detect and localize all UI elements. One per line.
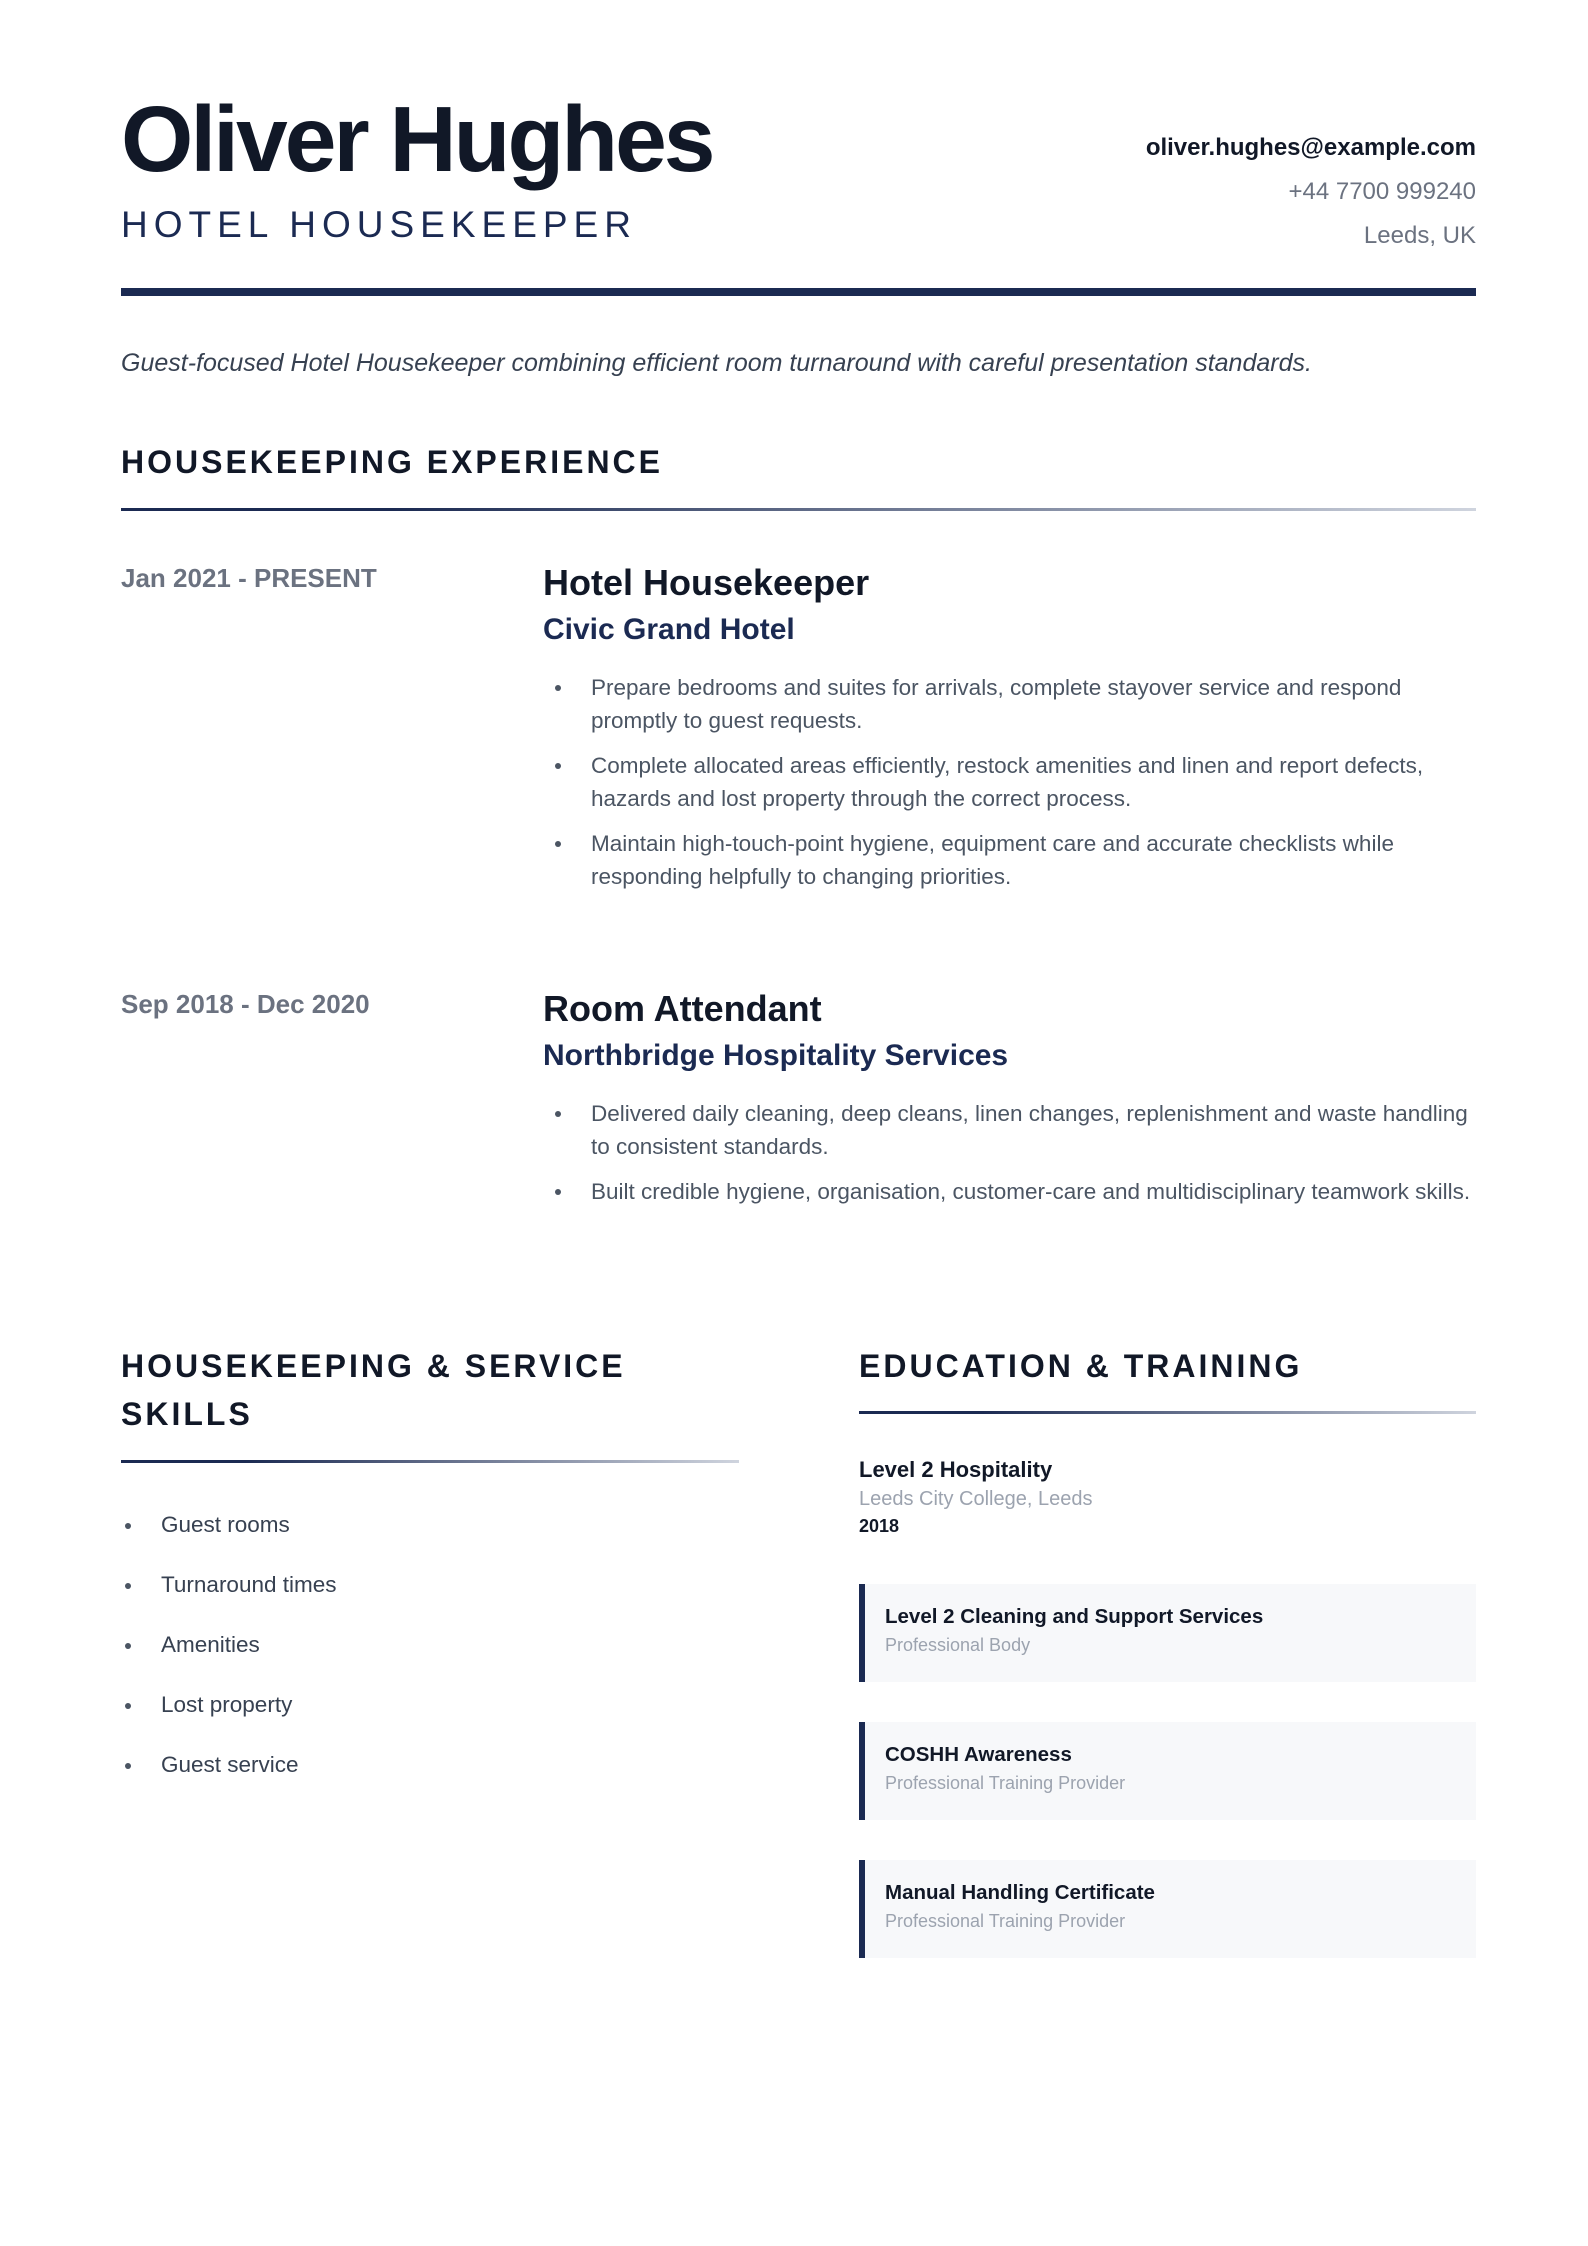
header-divider — [121, 288, 1476, 296]
bullet-dot-icon — [555, 685, 561, 691]
bullet-dot-icon — [125, 1763, 131, 1769]
certification-card — [859, 1584, 1476, 1682]
skills-title-line: SKILLS — [121, 1396, 253, 1432]
skill-label: Amenities — [161, 1632, 260, 1657]
contact-location: Leeds, UK — [1363, 222, 1476, 249]
skills-list — [121, 1508, 741, 1808]
education-section-title: EDUCATION & TRAINING — [859, 1348, 1303, 1384]
skill-item — [121, 1568, 741, 1628]
certification-name: Level 2 Cleaning and Support Services — [885, 1605, 1264, 1628]
skill-label: Lost property — [161, 1692, 293, 1717]
bullet-dot-icon — [555, 841, 561, 847]
contact-email[interactable]: oliver.hughes@example.com — [1145, 134, 1476, 161]
job-bullet — [543, 1175, 1476, 1208]
skills-title-line: HOUSEKEEPING & SERVICE — [121, 1348, 626, 1384]
education-year: 2018 — [859, 1516, 900, 1536]
job-company: Civic Grand Hotel — [543, 613, 795, 646]
skill-item — [121, 1688, 741, 1748]
bullet-dot-icon — [125, 1523, 131, 1529]
skills-section-title — [121, 1342, 761, 1438]
education-institution: Leeds City College, Leeds — [859, 1488, 1093, 1510]
certification-provider: Professional Training Provider — [885, 1773, 1126, 1793]
profile-summary: Guest-focused Hotel Housekeeper combining efficient room turnaround with careful presentation standards. — [121, 349, 1312, 377]
job-bullets — [543, 671, 1476, 893]
bullet-dot-icon — [125, 1703, 131, 1709]
certification-card — [859, 1722, 1476, 1820]
candidate-name: Oliver Hughes — [121, 87, 713, 191]
job-bullet-text: Prepare bedrooms and suites for arrivals, complete stayover service and respond promptly to guest requests. — [591, 675, 1402, 733]
bullet-dot-icon — [125, 1643, 131, 1649]
job-bullet-text: Delivered daily cleaning, deep cleans, linen changes, replenishment and waste handling to consistent standards. — [591, 1101, 1468, 1159]
certification-name: COSHH Awareness — [885, 1743, 1072, 1766]
job-bullet — [543, 827, 1476, 893]
skills-section-divider — [121, 1460, 739, 1463]
job-bullet-text: Maintain high-touch-point hygiene, equipment care and accurate checklists while responding helpfully to changing priorities. — [591, 831, 1394, 889]
certification-card — [859, 1860, 1476, 1958]
certification-provider: Professional Body — [885, 1635, 1031, 1655]
education-qualification: Level 2 Hospitality — [859, 1457, 1053, 1482]
job-bullet-text: Built credible hygiene, organisation, customer-care and multidisciplinary teamwork skills. — [591, 1179, 1471, 1204]
education-section-divider — [859, 1411, 1476, 1414]
education-entry — [859, 1455, 1476, 1539]
skill-label: Guest service — [161, 1752, 299, 1777]
job-title: Hotel Housekeeper — [543, 562, 870, 603]
bullet-dot-icon — [555, 1189, 561, 1195]
contact-block — [976, 130, 1476, 262]
job-bullet — [543, 1097, 1476, 1163]
job-dates: Sep 2018 - Dec 2020 — [121, 989, 370, 1019]
job-bullet-text: Complete allocated areas efficiently, restock amenities and linen and report defects, hazards and lost property through the correct process. — [591, 753, 1424, 811]
experience-section-divider — [121, 508, 1476, 511]
certification-provider: Professional Training Provider — [885, 1911, 1126, 1931]
skill-label: Guest rooms — [161, 1512, 290, 1537]
bullet-dot-icon — [125, 1583, 131, 1589]
bullet-dot-icon — [555, 1111, 561, 1117]
job-bullet — [543, 671, 1476, 737]
bullet-dot-icon — [555, 763, 561, 769]
job-title: Room Attendant — [543, 988, 822, 1029]
skill-item — [121, 1508, 741, 1568]
job-company: Northbridge Hospitality Services — [543, 1039, 1009, 1072]
job-details — [543, 561, 1476, 905]
contact-phone[interactable]: +44 7700 999240 — [1288, 178, 1476, 205]
job-details — [543, 987, 1476, 1220]
skill-item — [121, 1748, 741, 1808]
certification-name: Manual Handling Certificate — [885, 1881, 1155, 1904]
skill-item — [121, 1628, 741, 1688]
experience-section-title: HOUSEKEEPING EXPERIENCE — [121, 444, 663, 480]
job-dates: Jan 2021 - PRESENT — [121, 563, 377, 593]
job-bullets — [543, 1097, 1476, 1208]
skill-label: Turnaround times — [161, 1572, 337, 1597]
candidate-role: HOTEL HOUSEKEEPER — [121, 204, 637, 245]
job-bullet — [543, 749, 1476, 815]
